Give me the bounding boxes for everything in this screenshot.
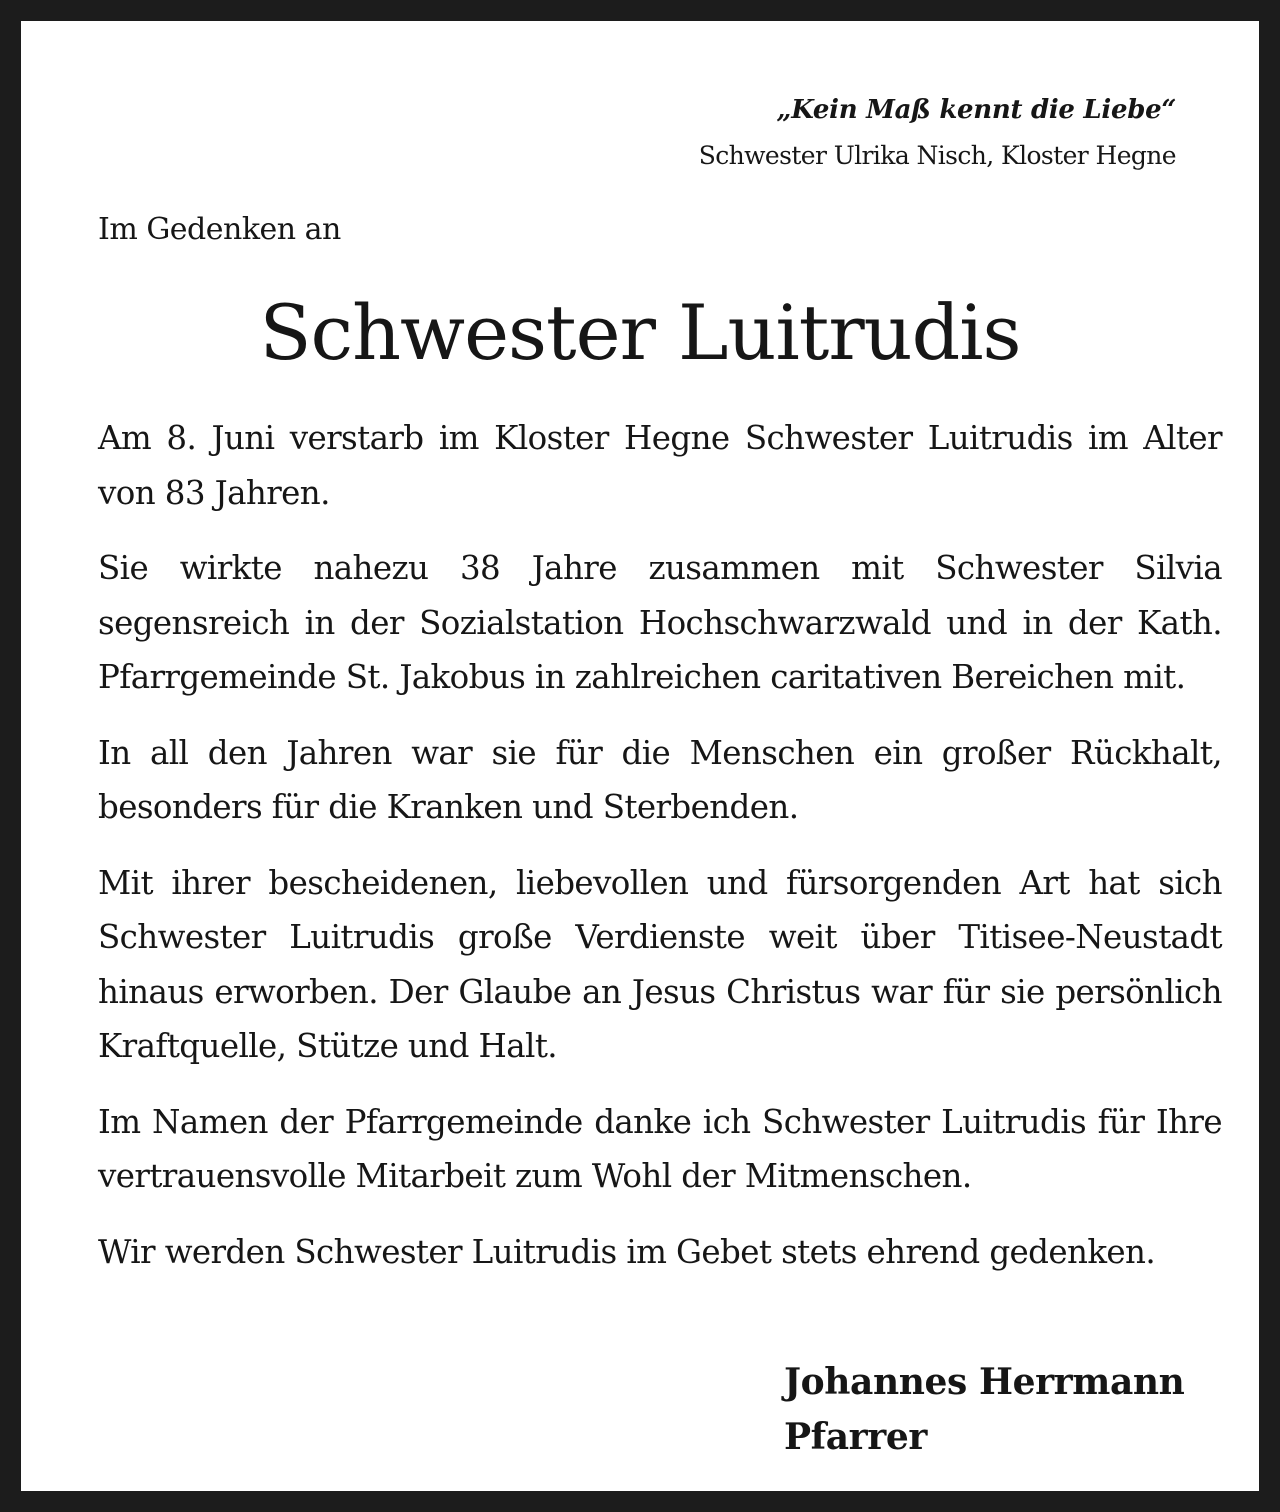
paragraph-support: In all den Jahren war sie für die Menschen ein großer Rückhalt, besonders für die Kranken und Sterbenden. [98,733,1222,826]
signature-block [784,1355,1184,1465]
paragraph-remembrance: Wir werden Schwester Luitrudis im Gebet stets ehrend gedenken. [98,1232,1156,1271]
epigraph-source: Schwester Ulrika Nisch, Kloster Hegne [698,141,1176,170]
deceased-name: Schwester Luitrudis [259,288,1021,377]
epigraph [699,87,1176,179]
paragraph-thanks: Im Namen der Pfarrgemeinde danke ich Schwester Luitrudis für Ihre vertrauensvolle Mitarbeit zum Wohl der Mitmenschen. [98,1102,1222,1195]
paragraph-death-announcement: Am 8. Juni verstarb im Kloster Hegne Schwester Luitrudis im Alter von 83 Jahren. [98,419,1222,512]
paragraph-service: Sie wirkte nahezu 38 Jahre zusammen mit Schwester Silvia segensreich in der Sozialstation Hochschwarzwald und in der Kath. Pfarrgemeinde St. Jakobus in zahlreichen caritativen Bereichen mit. [98,549,1222,696]
epigraph-quote: „Kein Maß kennt die Liebe“ [776,95,1176,125]
intro-line: Im Gedenken an [98,212,341,247]
paragraph-merits: Mit ihrer bescheidenen, liebevollen und fürsorgenden Art hat sich Schwester Luitrudis große Verdienste weit über Titisee-Neustadt hinaus erworben. Der Glaube an Jesus Christus war für sie persönlich Kraftquelle, Stütze und Halt. [98,863,1222,1065]
signature-title: Pfarrer [784,1416,927,1458]
notice-body [98,411,1222,1300]
signature-name: Johannes Herrmann [784,1361,1185,1403]
